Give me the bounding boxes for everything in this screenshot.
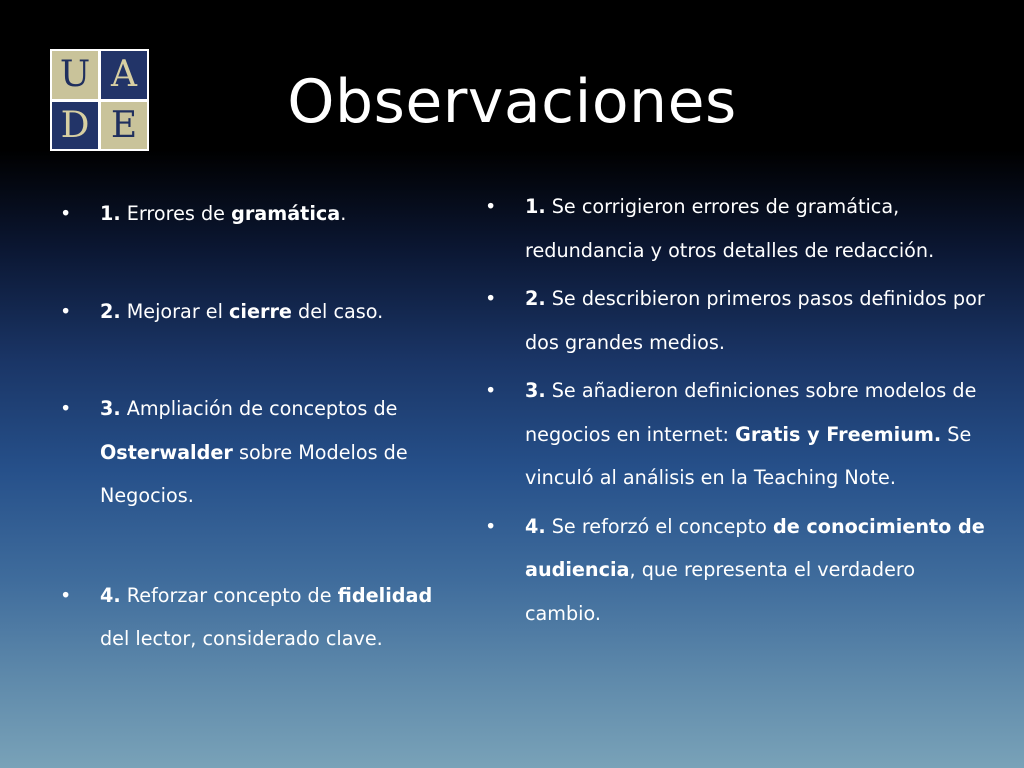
left-bullet-4-tail: del lector, considerado clave.: [100, 627, 383, 650]
left-bullet-4-bold: fidelidad: [337, 583, 433, 607]
right-bullet-1-number: 1.: [525, 195, 546, 218]
right-bullet-list: [485, 185, 985, 640]
right-bullet-3-text: Se añadieron definiciones sobre modelos de negocios en internet:: [525, 379, 977, 446]
left-bullet-1-tail: .: [340, 202, 347, 225]
right-bullet-2: [485, 277, 985, 364]
left-bullet-4-number: 4.: [100, 583, 121, 607]
left-bullet-3-tail: sobre Modelos de Negocios.: [100, 440, 408, 507]
left-bullet-3-number: 3.: [100, 397, 121, 420]
right-bullet-4: [485, 505, 985, 636]
logo-letter-a: A: [101, 51, 147, 99]
left-bullet-3: [60, 387, 460, 518]
right-bullet-2-number: 2.: [525, 287, 546, 310]
left-bullet-2-tail: del caso.: [291, 299, 384, 323]
left-bullet-1-text: Errores de: [120, 202, 232, 225]
right-bullet-4-number: 4.: [525, 514, 546, 538]
left-bullet-3-text: Ampliación de conceptos de: [120, 397, 398, 420]
logo-letter-u: U: [52, 51, 98, 99]
left-bullet-2-bold: cierre: [229, 299, 292, 323]
slide-title: Observaciones: [287, 67, 737, 137]
right-bullet-3-tail: Se vinculó al análisis en la Teaching Note.: [525, 422, 972, 489]
left-bullet-1-number: 1.: [100, 202, 121, 225]
left-bullet-2-text: Mejorar el: [120, 299, 230, 323]
right-bullet-1-text: Se corrigieron errores de gramática, redundancia y otros detalles de redacción.: [525, 195, 935, 262]
right-bullet-4-bold: de conocimiento de audiencia: [525, 514, 985, 581]
left-bullet-3-bold: Osterwalder: [100, 440, 233, 464]
right-bullet-3: [485, 369, 985, 500]
left-bullet-2: [60, 290, 460, 334]
left-bullet-4-text: Reforzar concepto de: [120, 583, 338, 607]
right-bullet-4-text: Se reforzó el concepto: [545, 514, 773, 538]
right-bullet-2-text: Se describieron primeros pasos definidos por dos grandes medios.: [525, 287, 985, 354]
right-bullet-1: [485, 185, 985, 272]
left-bullet-4: [60, 574, 460, 661]
right-bullet-4-tail: , que representa el verdadero cambio.: [525, 558, 916, 625]
left-bullet-list: [60, 192, 460, 715]
left-bullet-2-number: 2.: [100, 299, 121, 323]
right-bullet-3-bold: Gratis y Freemium.: [735, 422, 942, 446]
logo-letter-d: D: [52, 102, 98, 150]
logo-letter-e: E: [101, 102, 147, 150]
left-bullet-1: [60, 192, 460, 236]
left-bullet-1-bold: gramática: [231, 202, 341, 225]
right-bullet-3-number: 3.: [525, 379, 546, 402]
